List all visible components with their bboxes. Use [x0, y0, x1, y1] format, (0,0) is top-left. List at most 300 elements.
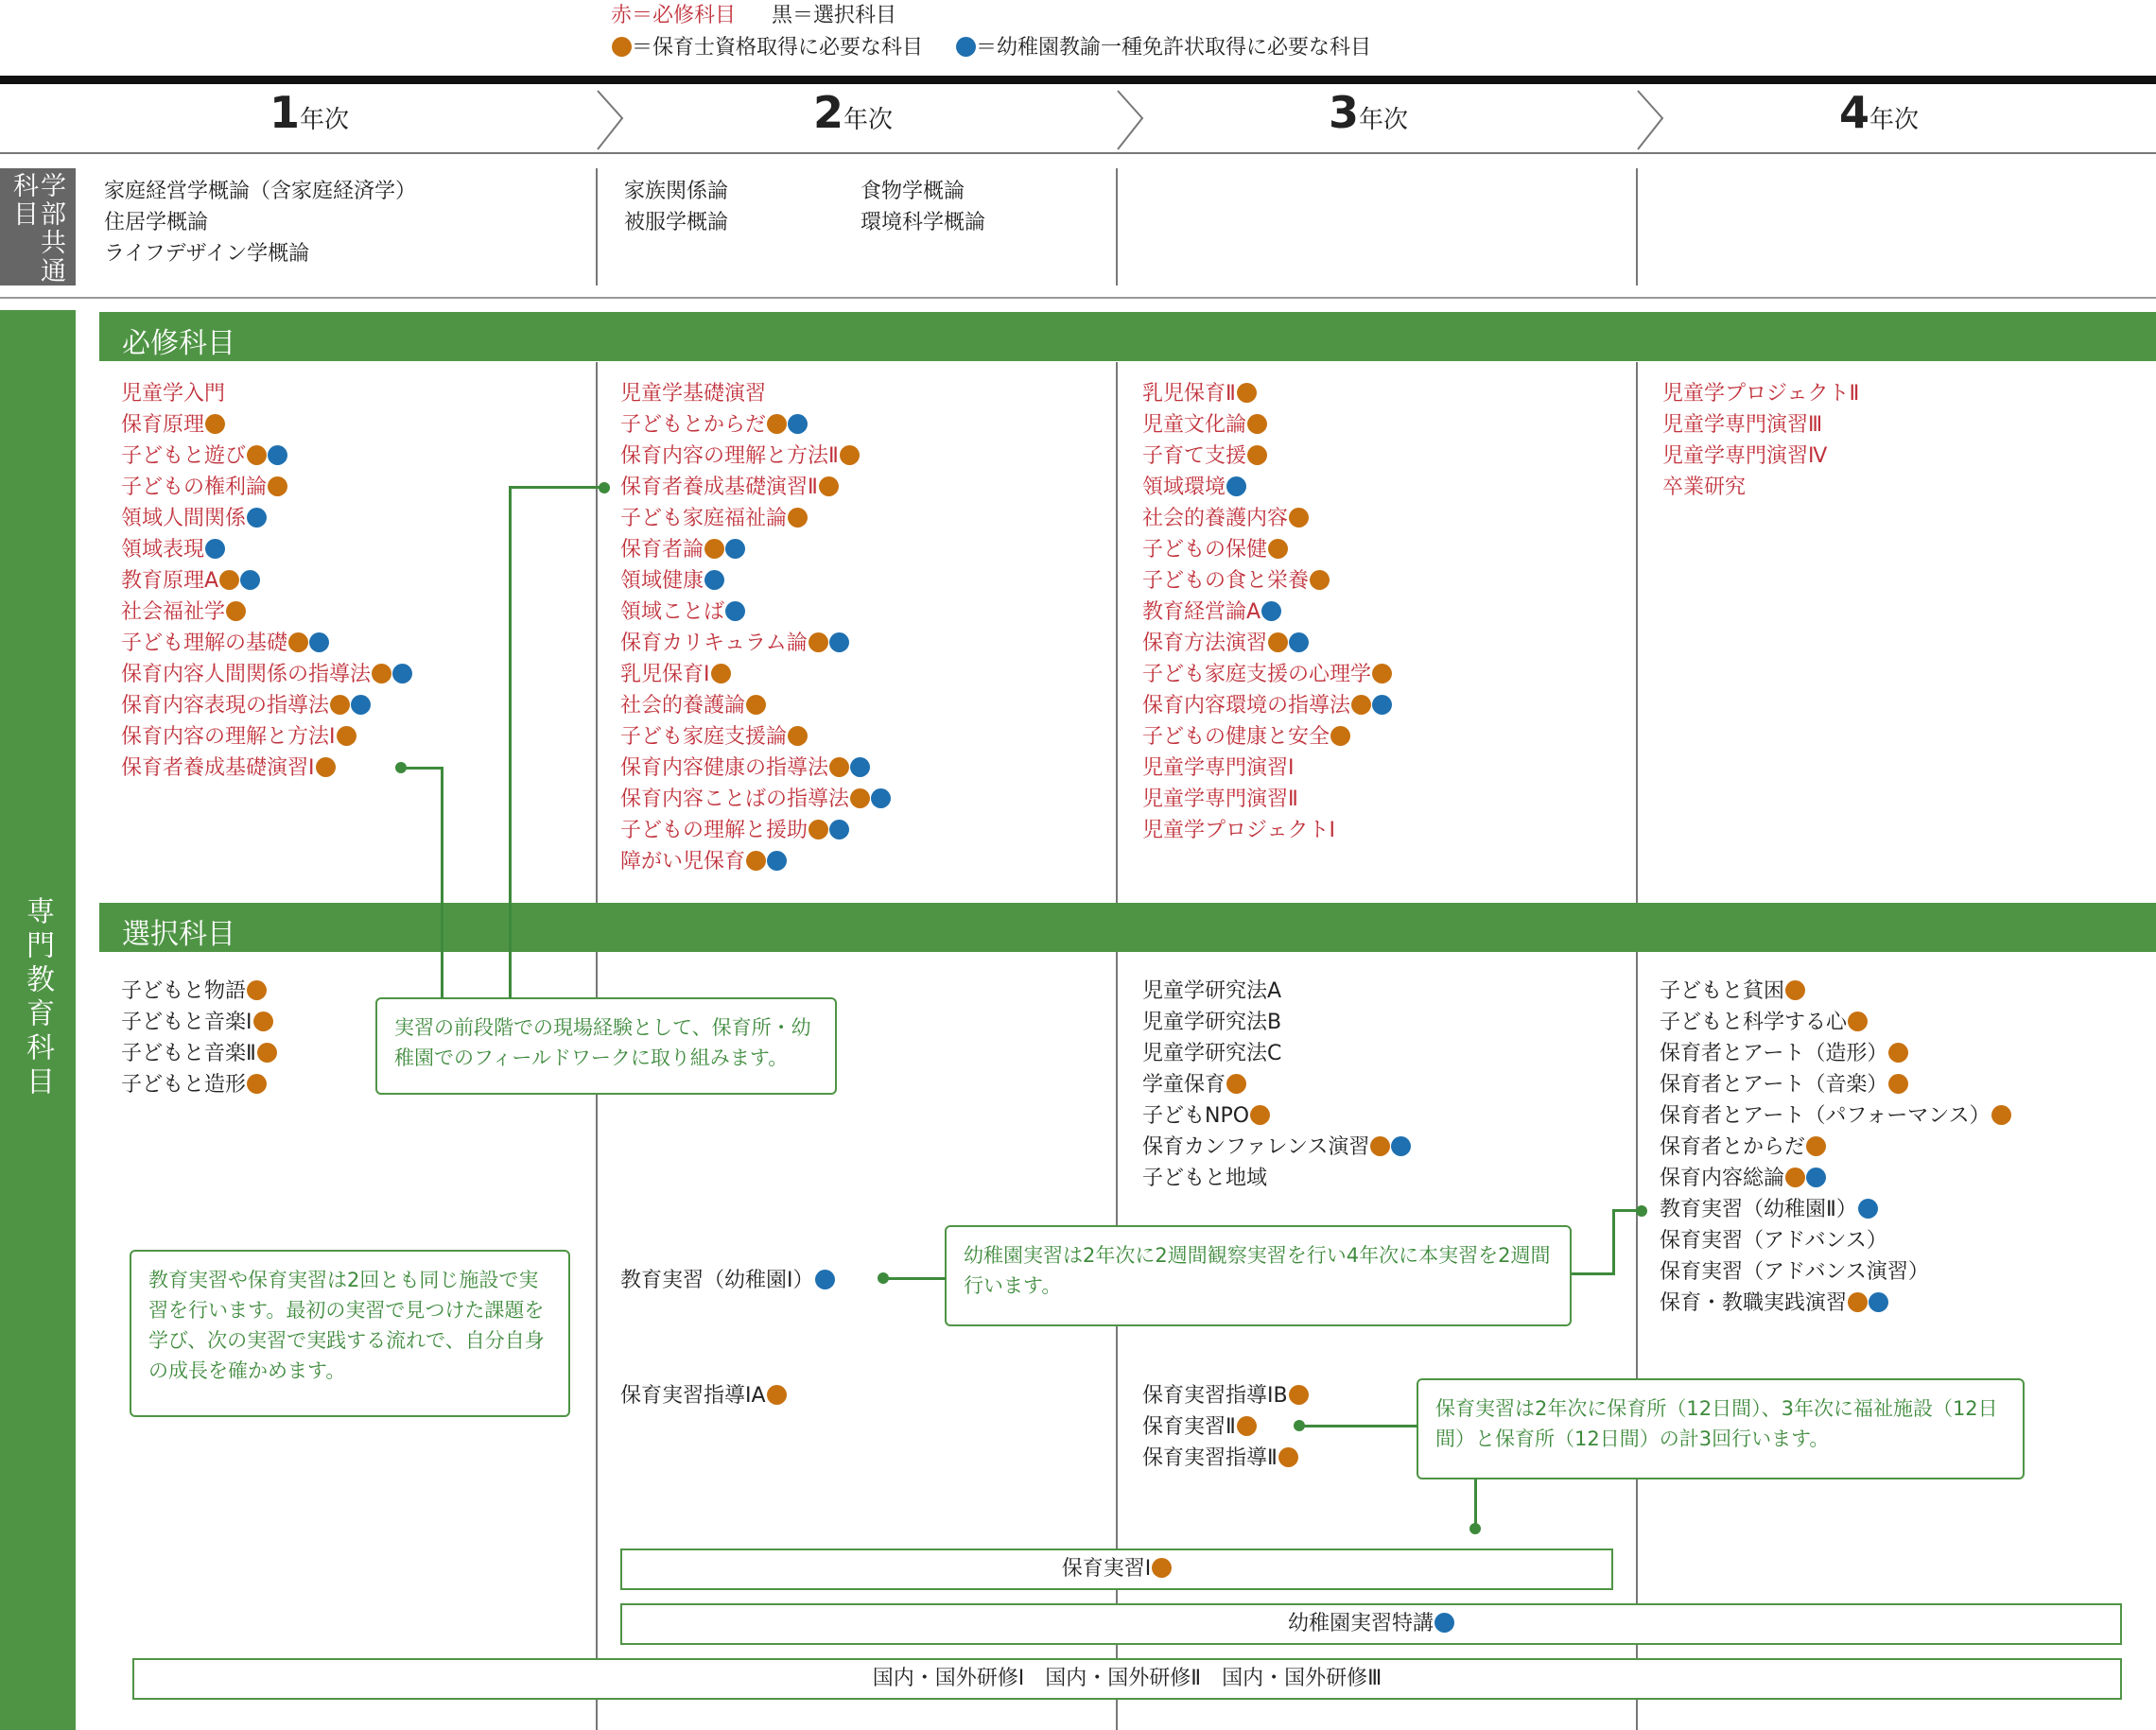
course-item [1142, 690, 1392, 721]
course-name: 保育者論 [620, 538, 704, 562]
course-item [1142, 1380, 1309, 1411]
course-name: 保育実習指導Ⅱ [1142, 1446, 1278, 1470]
course-item [1662, 409, 1859, 441]
year-chevrons [0, 85, 2156, 156]
blue-dot-icon [725, 601, 745, 621]
course-item [1662, 472, 1859, 503]
course-item [121, 503, 412, 534]
course-item [1142, 1100, 1411, 1132]
blue-dot-icon [1434, 1613, 1454, 1633]
course-item [620, 784, 891, 815]
course-name: 障がい児保育 [620, 850, 746, 874]
orange-dot-icon [788, 508, 808, 528]
elective-hoiku-shido-1a [620, 1380, 787, 1411]
orange-dot-icon [1991, 1105, 2011, 1125]
orange-dot-icon [253, 1012, 273, 1031]
course-name: 保育カリキュラム論 [620, 631, 808, 655]
course-name: 保育実習指導ⅠB [1142, 1384, 1288, 1408]
course-name: 子ども家庭支援の心理学 [1142, 663, 1372, 686]
course-item [620, 378, 891, 409]
blue-dot-icon [767, 851, 787, 871]
course-name: 学童保育 [1142, 1073, 1226, 1097]
course-item [620, 815, 891, 846]
blue-dot-icon [788, 414, 808, 434]
course-name: 教育経営論A [1142, 600, 1261, 624]
course-item [620, 690, 891, 721]
blue-dot-icon [309, 632, 329, 652]
blue-dot-icon [240, 570, 260, 590]
course-name: 領域環境 [1142, 476, 1226, 499]
course-item [620, 534, 891, 565]
orange-dot-icon [247, 980, 267, 1000]
blue-dot-icon [1372, 695, 1392, 715]
course-name: 児童学研究法B [1142, 1011, 1282, 1034]
course-name: 児童学研究法A [1142, 979, 1282, 1003]
blue-dot-icon [704, 570, 724, 590]
blue-dot-icon [205, 539, 225, 559]
course-item [121, 1038, 277, 1069]
legend-required: 赤＝必修科目 [611, 4, 737, 27]
course-name: 子ども理解の基礎 [121, 631, 288, 655]
course-name: 社会的養護内容 [1142, 507, 1289, 530]
course-name: 保育原理 [121, 413, 205, 437]
blue-dot-icon [1858, 1199, 1878, 1219]
course-item [1142, 1411, 1309, 1443]
orange-dot-icon [247, 1074, 267, 1094]
required-year-3 [1142, 378, 1392, 846]
course-item [1142, 565, 1392, 597]
course-item [1660, 1194, 2011, 1225]
orange-dot-icon [829, 757, 849, 777]
note-same-facility: 教育実習や保育実習は2回とも同じ施設で実習を行います。最初の実習で見つけた課題を学び、次の実習で実践する流れで、自分自身の成長を確かめます。 [130, 1250, 570, 1417]
course-item [1660, 1038, 2011, 1069]
top-rule [0, 76, 2156, 84]
orange-dot-icon [850, 788, 870, 808]
year-4-suffix: 年次 [1869, 106, 1920, 134]
blue-dot-icon [247, 508, 267, 528]
connector-line [509, 486, 603, 489]
course-item [620, 628, 891, 659]
column-divider [1636, 168, 1638, 285]
course-item [1660, 976, 2011, 1007]
legend-elective: 黒＝選択科目 [772, 4, 897, 27]
course-name: 子ども家庭支援論 [620, 725, 788, 749]
course-name: 保育内容の理解と方法Ⅱ [620, 444, 839, 468]
course-name: 子どもと遊び [121, 444, 247, 468]
band-required [99, 312, 2156, 361]
connector-line [1612, 1209, 1615, 1275]
connector-line [883, 1277, 946, 1280]
orange-dot-icon [1268, 539, 1288, 559]
orange-dot-icon [337, 726, 356, 746]
year-2-suffix: 年次 [843, 106, 894, 134]
course-name: 保育内容人間関係の指導法 [121, 663, 372, 686]
course-name: 児童文化論 [1142, 413, 1247, 437]
orange-dot-icon [612, 37, 632, 57]
note-nursery-practice: 保育実習は2年次に保育所（12日間）、3年次に福祉施設（12日間）と保育所（12日間）の計3回行います。 [1417, 1378, 2025, 1479]
course-name: 保育・教職実践演習 [1660, 1291, 1848, 1315]
elective-year-4 [1660, 976, 2011, 1319]
course-item [1142, 659, 1392, 690]
course-item [1662, 378, 1859, 409]
orange-dot-icon [268, 476, 287, 496]
course-item [1142, 1163, 1411, 1194]
band-elective [99, 903, 2156, 952]
orange-dot-icon [1888, 1043, 1908, 1063]
connector-line [1572, 1272, 1615, 1275]
orange-dot-icon [1289, 508, 1309, 528]
course-item [1142, 409, 1392, 441]
legend-line-2 [611, 32, 1371, 64]
blue-dot-icon [871, 788, 891, 808]
blue-dot-icon [268, 445, 287, 465]
course-item [620, 565, 891, 597]
course-name: 保育者とアート（造形） [1660, 1042, 1888, 1065]
list-item: 環境科学概論 [861, 211, 986, 234]
orange-dot-icon [746, 851, 766, 871]
blue-dot-icon [829, 632, 849, 652]
course-name: 保育カンファレンス演習 [1142, 1135, 1370, 1159]
column-divider [596, 168, 598, 285]
course-name: 保育内容ことばの指導法 [620, 787, 850, 811]
column-divider [1116, 168, 1118, 285]
orange-dot-icon [1250, 1105, 1270, 1125]
orange-dot-icon [316, 757, 336, 777]
course-item [121, 976, 277, 1007]
note-kindergarten-practice: 幼稚園実習は2年次に2週間観察実習を行い4年次に本実習を2週間行います。 [945, 1225, 1572, 1326]
course-name: 児童学専門演習Ⅲ [1662, 413, 1823, 437]
course-name: 保育内容健康の指導法 [620, 756, 829, 780]
course-item [620, 441, 891, 472]
course-name: 教育実習（幼稚園Ⅱ） [1660, 1198, 1857, 1221]
orange-dot-icon [1848, 1012, 1868, 1031]
course-item [1660, 1100, 2011, 1132]
course-name: 保育内容の理解と方法Ⅰ [121, 725, 336, 749]
course-item [1142, 597, 1392, 628]
course-item [121, 690, 412, 721]
course-name: 卒業研究 [1662, 476, 1747, 499]
orange-dot-icon [808, 632, 828, 652]
course-item [1142, 472, 1392, 503]
blue-dot-icon [1226, 476, 1246, 496]
course-name: 保育内容環境の指導法 [1142, 694, 1351, 718]
course-name: 子どもとからだ [620, 413, 767, 437]
course-name: 子どもの権利論 [121, 476, 268, 499]
course-name: 教育原理A [121, 569, 219, 593]
connector-line [1299, 1425, 1417, 1427]
course-item [1660, 1225, 2011, 1256]
orange-dot-icon [1278, 1447, 1298, 1467]
connector-line [401, 767, 443, 770]
course-name: 保育内容表現の指導法 [121, 694, 330, 718]
course-name: 子どもと音楽Ⅰ [121, 1011, 252, 1034]
connector-line [1612, 1209, 1641, 1212]
course-name: 子どもと物語 [121, 979, 247, 1003]
course-item [1660, 1069, 2011, 1100]
year-3-suffix: 年次 [1359, 106, 1409, 134]
course-item [1142, 976, 1411, 1007]
course-name: 保育方法演習 [1142, 631, 1268, 655]
orange-dot-icon [1370, 1136, 1390, 1156]
course-name: 保育内容総論 [1660, 1167, 1785, 1190]
orange-dot-icon [205, 414, 225, 434]
course-item [1142, 784, 1392, 815]
required-year-4 [1662, 378, 1859, 503]
connector-dot [1469, 1523, 1481, 1534]
course-item [121, 721, 412, 753]
blue-dot-icon [829, 820, 849, 839]
year-1-suffix: 年次 [300, 106, 350, 134]
year-header-baseline [0, 152, 2156, 154]
course-item [121, 628, 412, 659]
course-item [620, 597, 891, 628]
course-item [620, 753, 891, 784]
box-label: 国内・国外研修Ⅰ 国内・国外研修Ⅱ 国内・国外研修Ⅲ [872, 1667, 1382, 1690]
course-item [121, 753, 412, 784]
course-item [1660, 1163, 2011, 1194]
orange-dot-icon [372, 664, 391, 683]
course-item [1660, 1288, 2011, 1319]
course-name: 保育実習Ⅱ [1142, 1415, 1236, 1439]
orange-dot-icon [1310, 570, 1330, 590]
orange-dot-icon [1330, 726, 1350, 746]
year-1-num: 1 [270, 87, 301, 138]
course-item [1142, 441, 1392, 472]
course-name: 子どもの保健 [1142, 538, 1268, 562]
course-name: 社会福祉学 [121, 600, 226, 624]
orange-dot-icon [746, 695, 766, 715]
course-name: 児童学入門 [121, 382, 226, 406]
required-year-1 [121, 378, 412, 784]
orange-dot-icon [788, 726, 808, 746]
course-name: 保育者とアート（パフォーマンス） [1660, 1104, 1991, 1128]
legend [611, 0, 1371, 64]
band-elective-label: 選択科目 [122, 918, 235, 951]
orange-dot-icon [1247, 414, 1267, 434]
orange-dot-icon [1237, 383, 1257, 403]
elective-year-1 [121, 976, 277, 1100]
course-item [1142, 378, 1392, 409]
orange-dot-icon [711, 664, 731, 683]
year-3-num: 3 [1329, 87, 1360, 138]
course-name: 子どもの健康と安全 [1142, 725, 1330, 749]
course-item [121, 409, 412, 441]
course-item [121, 534, 412, 565]
course-item [1142, 721, 1392, 753]
course-item [1142, 534, 1392, 565]
column-divider [1636, 362, 1638, 1730]
course-item [1142, 1007, 1411, 1038]
course-item [1142, 1443, 1309, 1474]
course-item [1660, 1007, 2011, 1038]
list-item: 家族関係論 [624, 180, 729, 203]
blue-dot-icon [815, 1270, 835, 1289]
orange-dot-icon [1152, 1558, 1172, 1578]
course-name: 児童学専門演習Ⅰ [1142, 756, 1295, 780]
course-name: 保育者養成基礎演習Ⅰ [121, 756, 315, 780]
side-common-text: 学部共通科目 [9, 172, 65, 285]
course-item [1142, 1038, 1411, 1069]
blue-dot-icon [956, 37, 976, 57]
orange-dot-icon [1268, 632, 1288, 652]
course-item [121, 565, 412, 597]
course-name: 領域人間関係 [121, 507, 247, 530]
connector-line [509, 486, 512, 998]
course-name: 子ども家庭福祉論 [620, 507, 788, 530]
box-kindergarten-special [620, 1603, 2122, 1645]
orange-dot-icon [1247, 445, 1267, 465]
box-hoiku-jisshu-1 [620, 1548, 1613, 1590]
course-item [620, 721, 891, 753]
course-item [1660, 1132, 2011, 1163]
course-item [620, 846, 891, 877]
chevron-right-icon [1638, 91, 1662, 149]
common-year-1 [104, 176, 416, 269]
orange-dot-icon [767, 414, 787, 434]
box-label: 幼稚園実習特講 [1287, 1612, 1434, 1635]
list-item: 被服学概論 [624, 211, 729, 234]
list-item: 食物学概論 [861, 180, 965, 203]
elective-kyoiku-jisshu-1 [620, 1265, 835, 1296]
column-divider [1116, 362, 1118, 1730]
blue-dot-icon [850, 757, 870, 777]
orange-dot-icon [226, 601, 246, 621]
course-name: 児童学プロジェクトⅡ [1662, 382, 1860, 406]
course-item [121, 1069, 277, 1100]
course-item [1142, 815, 1392, 846]
orange-dot-icon [1888, 1074, 1908, 1094]
common-year-2-a [624, 176, 728, 238]
required-year-2 [620, 378, 891, 877]
course-name: 保育実習（アドバンス） [1660, 1229, 1887, 1253]
band-required-label: 必修科目 [122, 327, 235, 360]
orange-dot-icon [330, 695, 350, 715]
orange-dot-icon [1785, 1168, 1805, 1187]
course-item [1142, 628, 1392, 659]
course-item [620, 1380, 787, 1411]
course-item [121, 1007, 277, 1038]
side-label-common [0, 168, 76, 285]
course-name: 保育者とからだ [1660, 1135, 1806, 1159]
box-kenshu [132, 1658, 2122, 1700]
connector-line [1474, 1479, 1477, 1528]
side-label-senmon [0, 310, 76, 1730]
course-name: 領域ことば [620, 600, 725, 624]
course-name: 子どもと音楽Ⅱ [121, 1042, 256, 1065]
orange-dot-icon [1237, 1416, 1257, 1436]
blue-dot-icon [1391, 1136, 1411, 1156]
chevron-right-icon [598, 91, 622, 149]
course-item [1142, 753, 1392, 784]
course-item [1142, 503, 1392, 534]
course-name: 児童学プロジェクトⅠ [1142, 819, 1336, 842]
blue-dot-icon [725, 539, 745, 559]
course-name: 児童学基礎演習 [620, 382, 767, 406]
course-item [1662, 441, 1859, 472]
orange-dot-icon [1372, 664, 1392, 683]
orange-dot-icon [219, 570, 239, 590]
course-item [1660, 1256, 2011, 1288]
course-name: 子どもNPO [1142, 1104, 1250, 1128]
orange-dot-icon [704, 539, 724, 559]
course-name: 児童学研究法C [1142, 1042, 1282, 1065]
course-item [620, 472, 891, 503]
orange-dot-icon [247, 445, 267, 465]
course-name: 子どもと貧困 [1660, 979, 1785, 1003]
course-name: 保育者とアート（音楽） [1660, 1073, 1888, 1097]
course-name: 保育実習指導ⅠA [620, 1384, 766, 1408]
orange-dot-icon [1289, 1385, 1309, 1405]
orange-dot-icon [840, 445, 860, 465]
course-item [1142, 1132, 1411, 1163]
course-item [620, 409, 891, 441]
list-item: 住居学概論 [104, 211, 209, 234]
common-separator [0, 297, 2156, 299]
list-item: 家庭経営学概論（含家庭経済学） [104, 180, 417, 203]
course-name: 児童学専門演習Ⅳ [1662, 444, 1828, 468]
course-item [121, 378, 412, 409]
course-name: 子どもと造形 [121, 1073, 247, 1097]
course-item [121, 597, 412, 628]
elective-year-3 [1142, 976, 1411, 1194]
chevron-right-icon [1118, 91, 1142, 149]
orange-dot-icon [808, 820, 828, 839]
box-label: 保育実習Ⅰ [1061, 1557, 1152, 1581]
course-item [121, 659, 412, 690]
course-name: 領域表現 [121, 538, 205, 562]
course-name: 子どもの食と栄養 [1142, 569, 1310, 593]
course-name: 子どもの理解と援助 [620, 819, 808, 842]
course-name: 子育て支援 [1142, 444, 1247, 468]
elective-hoiku-practice-y3 [1142, 1380, 1309, 1474]
connector-line [441, 767, 443, 998]
orange-dot-icon [1226, 1074, 1246, 1094]
course-item [620, 1265, 835, 1296]
note-fieldwork: 実習の前段階での現場経験として、保育所・幼稚園でのフィールドワークに取り組みます。 [375, 997, 837, 1095]
orange-dot-icon [1848, 1292, 1868, 1312]
course-name: 乳児保育Ⅱ [1142, 382, 1236, 406]
blue-dot-icon [1289, 632, 1309, 652]
course-name: 児童学専門演習Ⅱ [1142, 787, 1298, 811]
blue-dot-icon [1869, 1292, 1888, 1312]
blue-dot-icon [1806, 1168, 1826, 1187]
course-item [121, 441, 412, 472]
course-name: 乳児保育Ⅰ [620, 663, 710, 686]
year-4-num: 4 [1839, 87, 1870, 138]
course-item [1142, 1069, 1411, 1100]
course-name: 教育実習（幼稚園Ⅰ） [620, 1269, 814, 1292]
blue-dot-icon [392, 664, 412, 683]
course-name: 保育者養成基礎演習Ⅱ [620, 476, 818, 499]
legend-blue: ＝幼稚園教諭一種免許状取得に必要な科目 [976, 36, 1372, 60]
course-item [620, 503, 891, 534]
orange-dot-icon [1806, 1136, 1826, 1156]
blue-dot-icon [351, 695, 371, 715]
orange-dot-icon [257, 1043, 277, 1063]
list-item: ライフデザイン学概論 [104, 242, 310, 266]
legend-orange: ＝保育士資格取得に必要な科目 [632, 36, 924, 60]
legend-line-1 [611, 0, 1371, 32]
course-item [121, 472, 412, 503]
course-name: 社会的養護論 [620, 694, 746, 718]
common-year-2-b [861, 176, 985, 238]
course-item [620, 659, 891, 690]
side-senmon-text: 専門教育科目 [21, 896, 54, 1100]
orange-dot-icon [819, 476, 839, 496]
year-2-num: 2 [813, 87, 844, 138]
blue-dot-icon [1261, 601, 1281, 621]
course-name: 保育実習（アドバンス演習） [1660, 1260, 1929, 1284]
